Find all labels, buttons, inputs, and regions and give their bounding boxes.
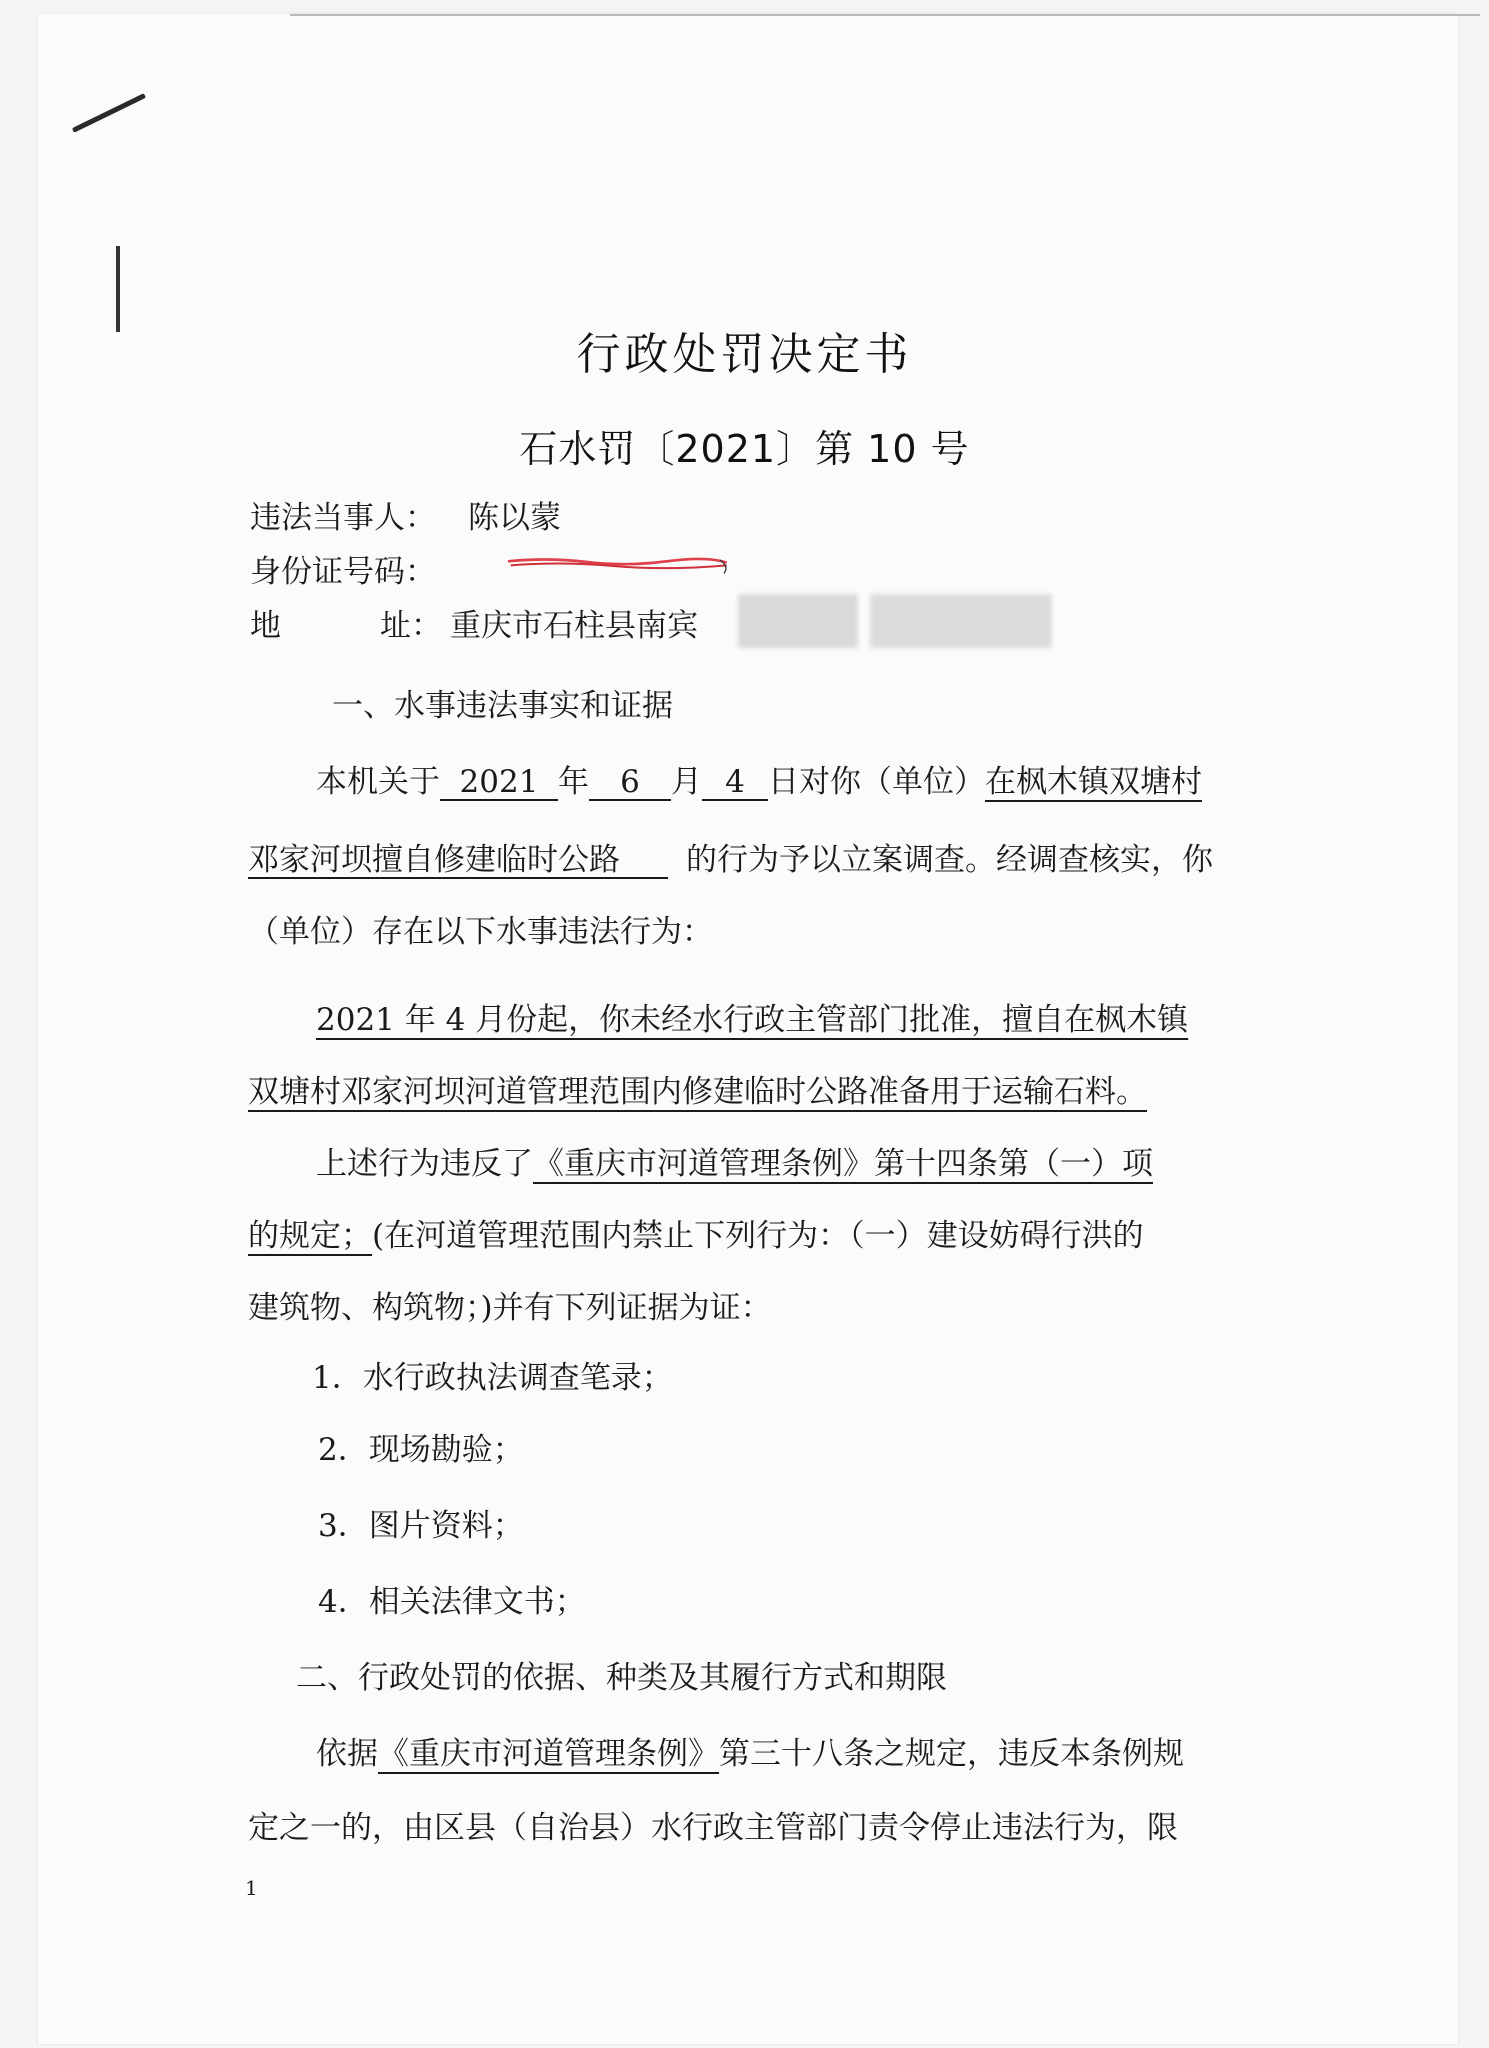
section1-heading: 一、水事违法事实和证据 <box>332 688 673 724</box>
p1-day: 4 <box>702 765 768 801</box>
p1-place-1: 在枫木镇双塘村 <box>985 764 1202 800</box>
evidence-item: 1．水行政执法调查笔录； <box>312 1360 673 1396</box>
evidence-item: 2．现场勘验； <box>318 1432 524 1468</box>
p3-line-2 <box>248 1210 1144 1255</box>
address-value: 重庆市石柱县南宾 <box>450 608 698 644</box>
p4-rest: 第三十八条之规定，违反本条例规 <box>719 1736 1184 1772</box>
p1-place-2: 邓家河坝擅自修建临时公路 <box>248 843 668 879</box>
address-blur-1 <box>738 594 858 648</box>
p3-lead: 上述行为违反了 <box>316 1146 533 1182</box>
address-blur-2 <box>870 594 1052 648</box>
evidence-item: 3．图片资料； <box>318 1508 524 1544</box>
p3-rule-text: (在河道管理范围内禁止下列行为：（一）建设妨碍行洪的 <box>372 1218 1144 1254</box>
party-label: 违法当事人： <box>250 500 436 536</box>
p1-year-unit: 年 <box>558 764 589 800</box>
p4-lead: 依据 <box>316 1736 378 1772</box>
id-label: 身份证号码： <box>250 554 436 590</box>
p1-lead <box>316 756 1202 801</box>
p1-year: 2021 <box>440 765 558 801</box>
p1-day-unit: 日对你（单位） <box>768 764 985 800</box>
p4-line-2: 定之一的，由区县（自治县）水行政主管部门责令停止违法行为，限 <box>248 1810 1178 1846</box>
party-name: 陈以蒙 <box>468 500 561 536</box>
p3-line-3: 建筑物、构筑物；)并有下列证据为证： <box>248 1290 772 1326</box>
address-label-a: 地 <box>250 608 281 644</box>
p1-line-2 <box>248 834 1213 879</box>
p3-line-1 <box>316 1138 1153 1183</box>
p3-rule-ref: 的规定； <box>248 1218 372 1254</box>
page-number: 1 <box>245 1876 258 1900</box>
scan-top-edge <box>290 14 1480 16</box>
p3-law: 《重庆市河道管理条例》第十四条第（一）项 <box>533 1146 1153 1182</box>
section2-heading: 二、行政处罚的依据、种类及其履行方式和期限 <box>296 1660 947 1696</box>
p1-month-unit: 月 <box>671 764 702 800</box>
p1-month: 6 <box>589 765 671 801</box>
p4-law: 《重庆市河道管理条例》 <box>378 1736 719 1772</box>
p1-lead-text: 本机关于 <box>316 764 440 800</box>
evidence-item: 4．相关法律文书； <box>318 1584 586 1620</box>
p1-tail-1: 的行为予以立案调查。经调查核实，你 <box>686 842 1213 878</box>
p1-tail-2: （单位）存在以下水事违法行为： <box>248 914 713 950</box>
p4-line-1 <box>316 1728 1184 1773</box>
document-number: 石水罚〔2021〕第 10 号 <box>519 427 970 471</box>
p2-line-2: 双塘村邓家河坝河道管理范围内修建临时公路准备用于运输石料。 <box>248 1074 1147 1110</box>
p2-line-1: 2021 年 4 月份起，你未经水行政主管部门批准，擅自在枫木镇 <box>316 1002 1189 1038</box>
id-redaction-scribble <box>450 556 790 576</box>
address-label-b: 址： <box>380 608 442 644</box>
document-title: 行政处罚决定书 <box>576 329 913 380</box>
